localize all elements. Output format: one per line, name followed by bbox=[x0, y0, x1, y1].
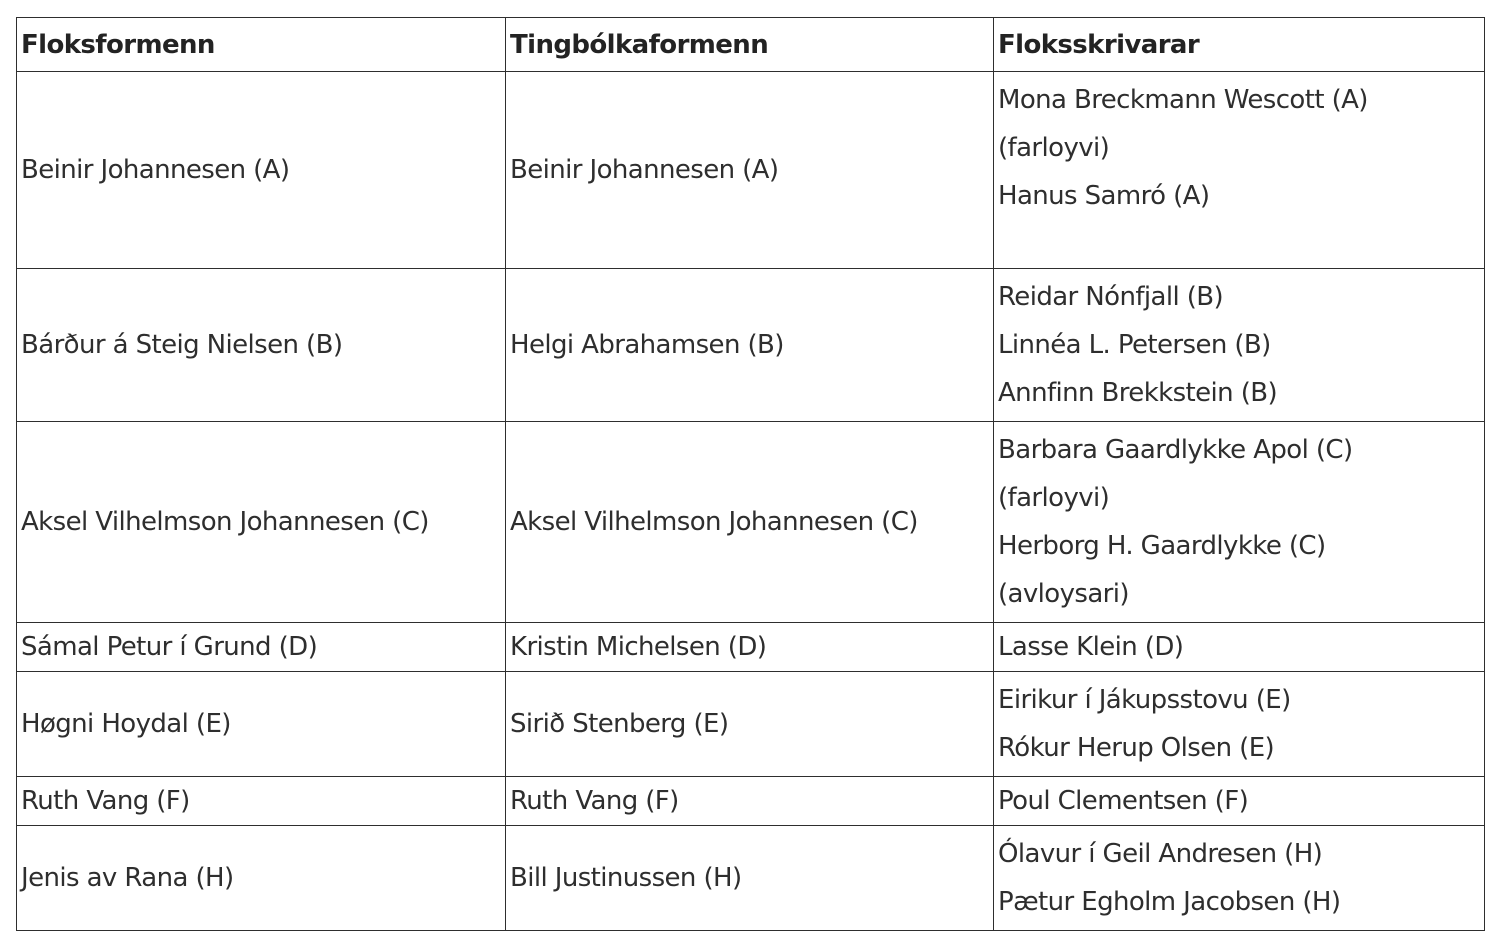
header-row bbox=[17, 18, 1485, 72]
cell-tingbolkaformenn: Bill Justinussen (H) bbox=[506, 826, 994, 931]
cell-tingbolkaformenn: Sirið Stenberg (E) bbox=[506, 672, 994, 777]
cell-tingbolkaformenn: Helgi Abrahamsen (B) bbox=[506, 269, 994, 422]
cell-floksformenn: Høgni Hoydal (E) bbox=[17, 672, 506, 777]
secretary-line: (farloyvi) bbox=[998, 483, 1110, 513]
cell-floksformenn: Bárður á Steig Nielsen (B) bbox=[17, 269, 506, 422]
cell-floksskrivarar bbox=[994, 777, 1485, 826]
cell-tingbolkaformenn: Ruth Vang (F) bbox=[506, 777, 994, 826]
cell-floksformenn: Sámal Petur í Grund (D) bbox=[17, 623, 506, 672]
secretary-line: Eirikur í Jákupsstovu (E) bbox=[998, 685, 1291, 715]
table-row bbox=[17, 269, 1485, 422]
table-row bbox=[17, 777, 1485, 826]
secretary-line: Barbara Gaardlykke Apol (C) bbox=[998, 435, 1353, 465]
header-tingbolkaformenn: Tingbólkaformenn bbox=[506, 18, 994, 72]
header-floksskrivarar: Floksskrivarar bbox=[994, 18, 1485, 72]
cell-floksskrivarar bbox=[994, 826, 1485, 931]
cell-floksskrivarar bbox=[994, 422, 1485, 623]
secretary-line: Pætur Egholm Jacobsen (H) bbox=[998, 887, 1341, 917]
cell-floksskrivarar bbox=[994, 672, 1485, 777]
cell-floksformenn: Jenis av Rana (H) bbox=[17, 826, 506, 931]
secretary-line: (avloysari) bbox=[998, 579, 1129, 609]
secretary-line: Annfinn Brekkstein (B) bbox=[998, 378, 1278, 408]
secretary-line: Herborg H. Gaardlykke (C) bbox=[998, 531, 1326, 561]
cell-tingbolkaformenn: Beinir Johannesen (A) bbox=[506, 72, 994, 269]
cell-tingbolkaformenn: Kristin Michelsen (D) bbox=[506, 623, 994, 672]
cell-floksformenn: Aksel Vilhelmson Johannesen (C) bbox=[17, 422, 506, 623]
secretary-line: Hanus Samró (A) bbox=[998, 181, 1210, 211]
secretary-line: Ólavur í Geil Andresen (H) bbox=[998, 839, 1323, 869]
cell-floksskrivarar bbox=[994, 623, 1485, 672]
secretary-line: Reidar Nónfjall (B) bbox=[998, 282, 1224, 312]
secretary-line: Rókur Herup Olsen (E) bbox=[998, 733, 1275, 763]
party-officials-table bbox=[16, 17, 1485, 931]
cell-floksskrivarar bbox=[994, 72, 1485, 269]
header-floksformenn: Floksformenn bbox=[17, 18, 506, 72]
table-row bbox=[17, 672, 1485, 777]
table-row bbox=[17, 623, 1485, 672]
secretary-line: Poul Clementsen (F) bbox=[998, 786, 1249, 816]
cell-floksskrivarar bbox=[994, 269, 1485, 422]
secretary-line: Linnéa L. Petersen (B) bbox=[998, 330, 1271, 360]
secretary-line: Mona Breckmann Wescott (A) bbox=[998, 85, 1368, 115]
cell-tingbolkaformenn: Aksel Vilhelmson Johannesen (C) bbox=[506, 422, 994, 623]
cell-floksformenn: Beinir Johannesen (A) bbox=[17, 72, 506, 269]
secretary-line: Lasse Klein (D) bbox=[998, 632, 1184, 662]
table-row bbox=[17, 422, 1485, 623]
cell-floksformenn: Ruth Vang (F) bbox=[17, 777, 506, 826]
secretary-line: (farloyvi) bbox=[998, 133, 1110, 163]
table-row bbox=[17, 72, 1485, 269]
table-row bbox=[17, 826, 1485, 931]
